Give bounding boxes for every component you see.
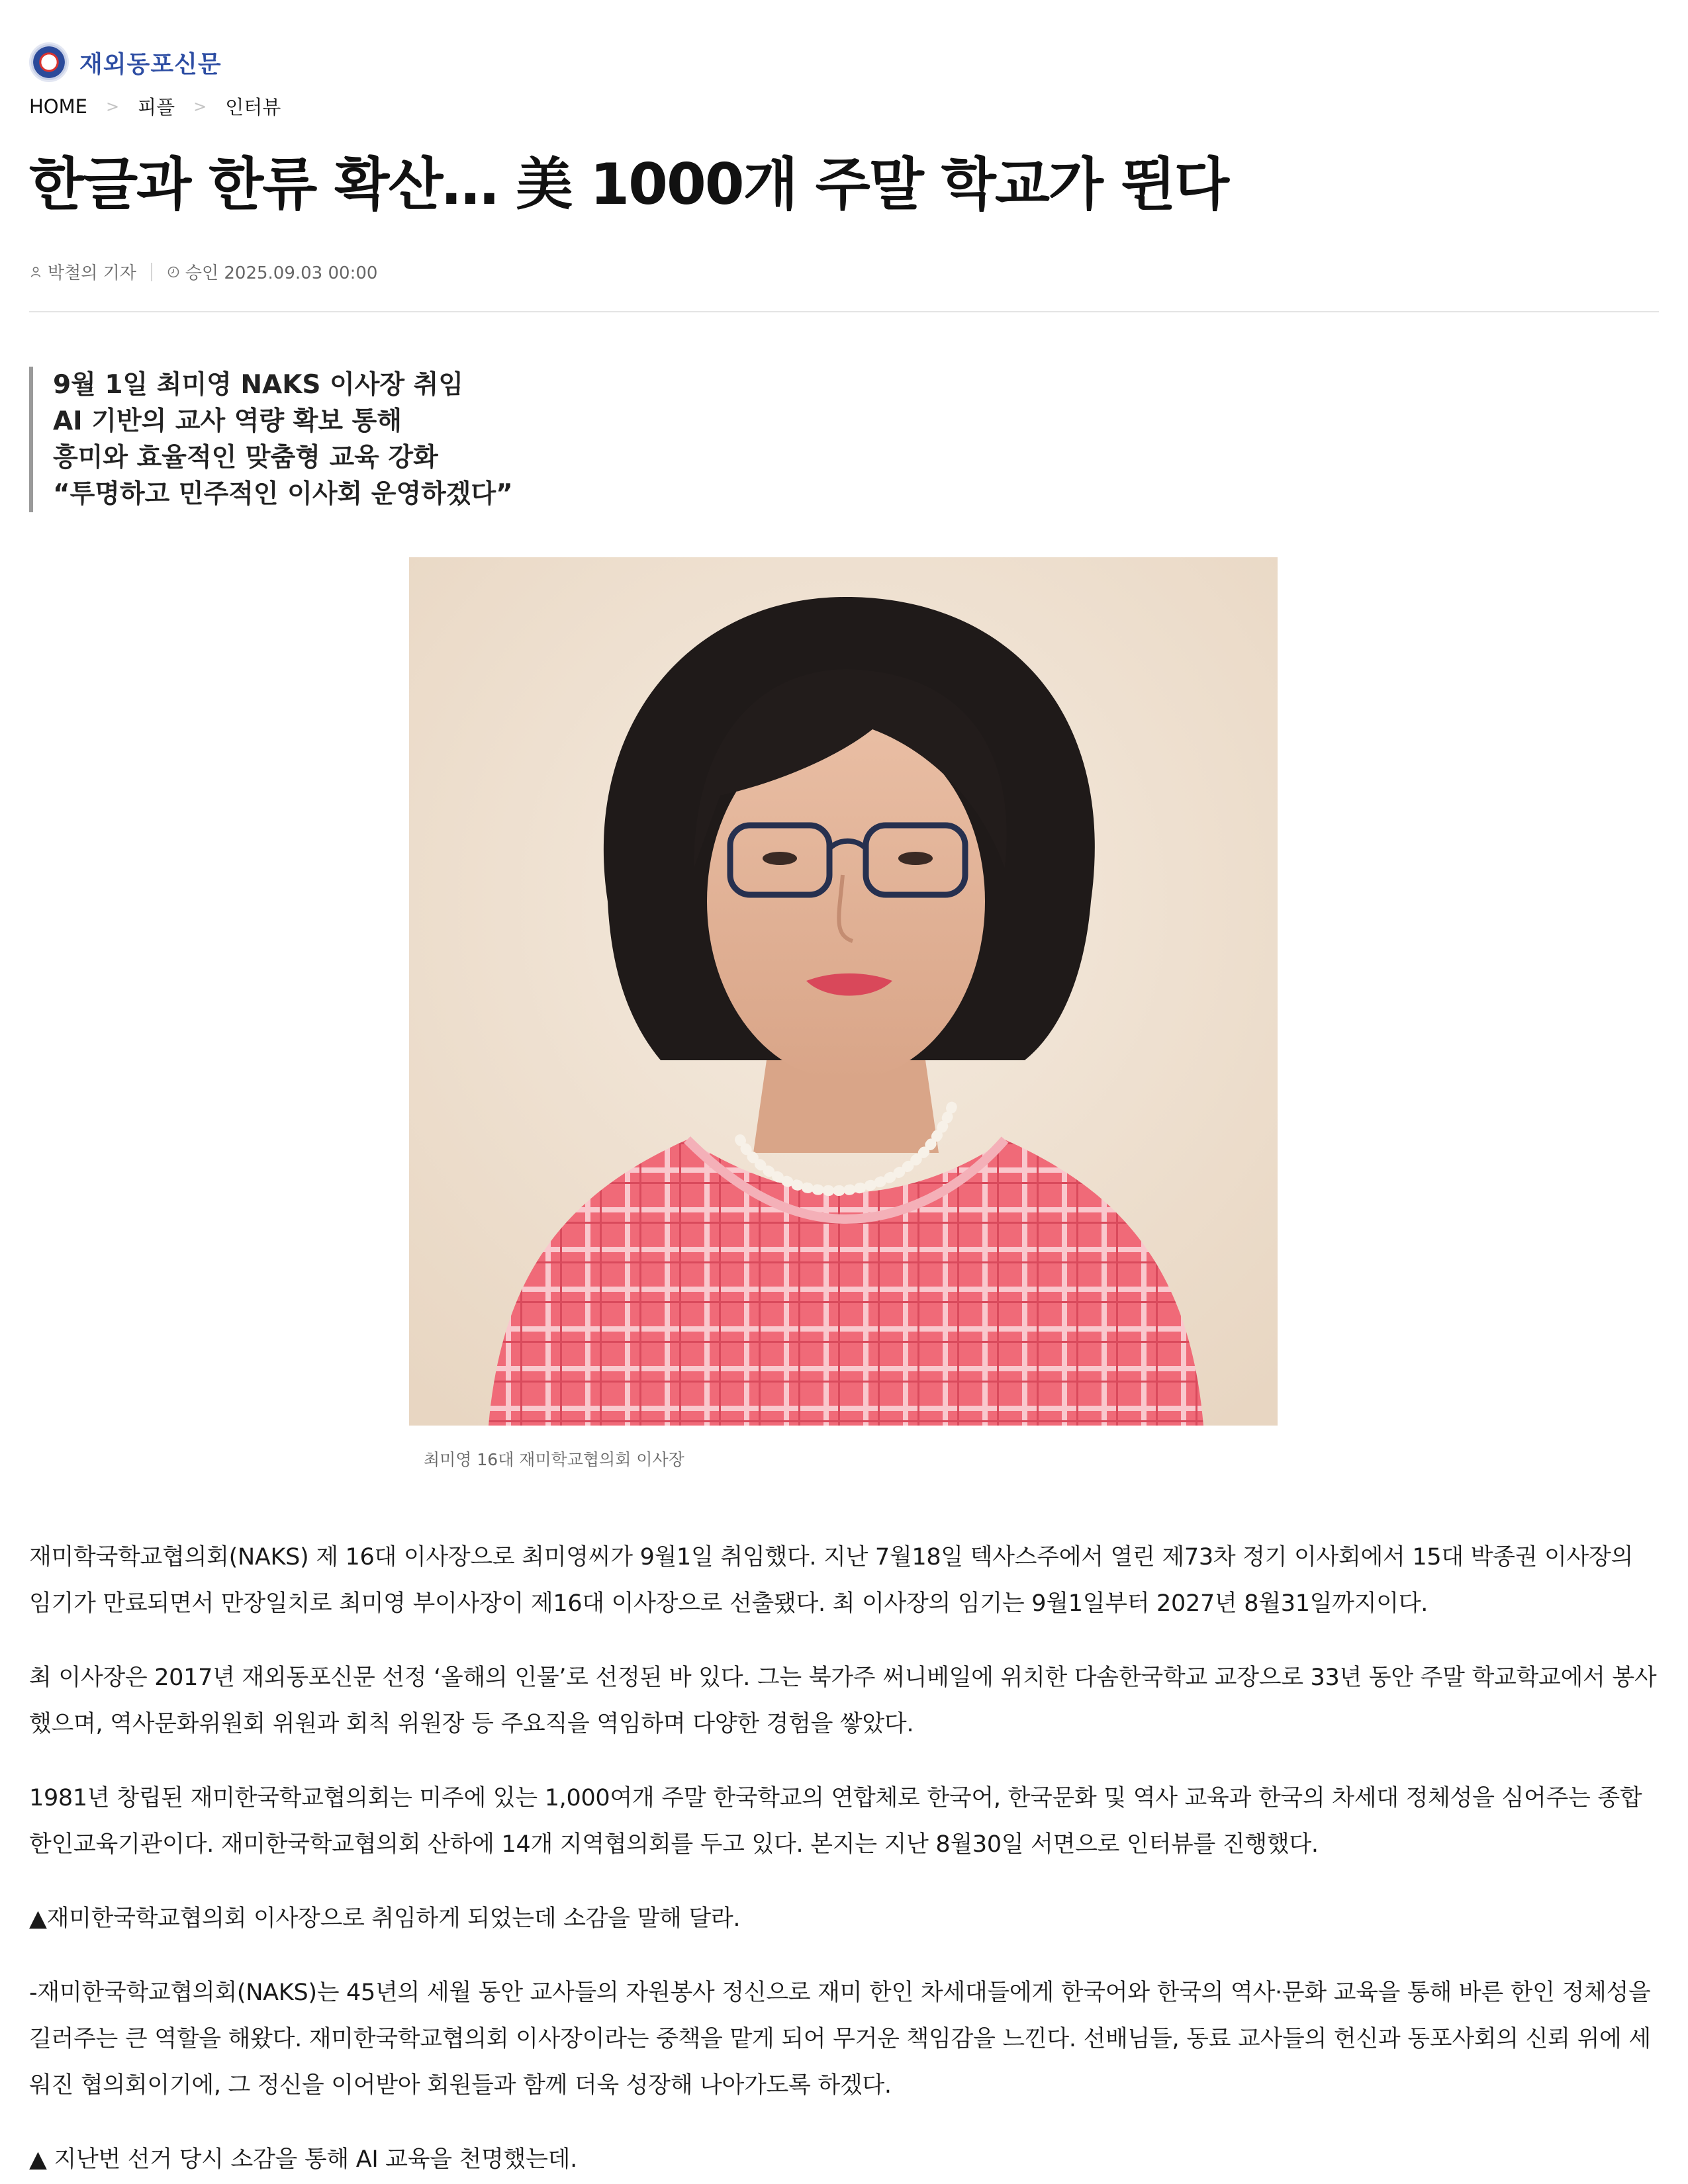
body-paragraph: 1981년 창립된 재미한국학교협의회는 미주에 있는 1,000여개 주말 한국학교의 연합체로 한국어, 한국문화 및 역사 교육과 한국의 차세대 정체성을 심어주는 종합 한인교육기관이다. 재미한국학교협의회 산하에 14개 지역협의회를 두고 있다. 본지는 지난 8월30일 서면으로 인터뷰를 진행했다.: [29, 1785, 1642, 1858]
article-title: 한글과 한류 확산… 美 1000개 주말 학교가 뛴다: [29, 152, 1229, 218]
author-name[interactable]: 박철의 기자: [48, 263, 136, 283]
meta-divider: [151, 263, 152, 281]
breadcrumb: [29, 93, 281, 120]
interview-question: ▲재미한국학교협의회 이사장으로 취임하게 되었는데 소감을 말해 달라.: [29, 1905, 741, 1932]
breadcrumb-interview[interactable]: 인터뷰: [225, 96, 281, 118]
summary-line: “투명하고 민주적인 이사회 운영하겠다”: [53, 479, 513, 509]
portrait-illustration: [409, 557, 1278, 1426]
chevron-right-icon: >: [105, 97, 120, 116]
article-meta: [29, 259, 377, 284]
header-divider: [29, 311, 1659, 312]
site-logo[interactable]: [29, 41, 222, 83]
interview-answer: -재미한국학교협의회(NAKS)는 45년의 세월 동안 교사들의 자원봉사 정신으로 재미 한인 차세대들에게 한국어와 한국의 역사·문화 교육을 통해 바른 한인 정체성을 길러주는 큰 역할을 해왔다. 재미한국학교협의회 이사장이라는 중책을 맡게 되어 무거운 책임감을 느낀다. 선배님들, 동료 교사들의 헌신과 동포사회의 신뢰 위에 세워진 협의회이기에, 그 정신을 이어받아 회원들과 함께 더욱 성장해 나아가도록 하겠다.: [29, 1979, 1651, 2099]
summary-line: 흥미와 효율적인 맞춤형 교육 강화: [53, 443, 438, 473]
breadcrumb-people[interactable]: 피플: [138, 96, 175, 118]
site-emblem-icon: [29, 42, 69, 82]
summary-line: 9월 1일 최미영 NAKS 이사장 취임: [53, 370, 464, 400]
clock-icon: [167, 265, 180, 279]
site-name: 재외동포신문: [79, 50, 222, 78]
body-paragraph: 재미학국학교협의회(NAKS) 제 16대 이사장으로 최미영씨가 9월1일 취임했다. 지난 7월18일 텍사스주에서 열린 제73차 정기 이사회에서 15대 박종권 이사장의 임기가 만료되면서 만장일치로 최미영 부이사장이 제16대 이사장으로 선출됐다. 최 이사장의 임기는 9월1일부터 2027년 8월31일까지이다.: [29, 1544, 1634, 1617]
approved-date: 승인 2025.09.03 00:00: [185, 263, 378, 283]
summary-line: AI 기반의 교사 역량 확보 통해: [53, 406, 402, 436]
photo-caption: 최미영 16대 재미학교협의회 이사장: [424, 1450, 684, 1469]
article-photo[interactable]: [409, 557, 1278, 1426]
person-icon: [29, 265, 42, 279]
article-body: [29, 1534, 1659, 2184]
breadcrumb-home[interactable]: HOME: [29, 95, 87, 118]
body-paragraph: 최 이사장은 2017년 재외동포신문 선정 ‘올해의 인물’로 선정된 바 있다. 그는 북가주 써니베일에 위치한 다솜한국학교 교장으로 33년 동안 주말 학교학교에서 봉사했으며, 역사문화위원회 위원과 회칙 위원장 등 주요직을 역임하며 다양한 경험을 쌓았다.: [29, 1664, 1657, 1737]
article-page: [29, 0, 1659, 2184]
article-summary: [29, 367, 513, 512]
chevron-right-icon: >: [193, 97, 207, 116]
interview-question: ▲ 지난번 선거 당시 소감을 통해 AI 교육을 천명했는데.: [29, 2146, 577, 2173]
